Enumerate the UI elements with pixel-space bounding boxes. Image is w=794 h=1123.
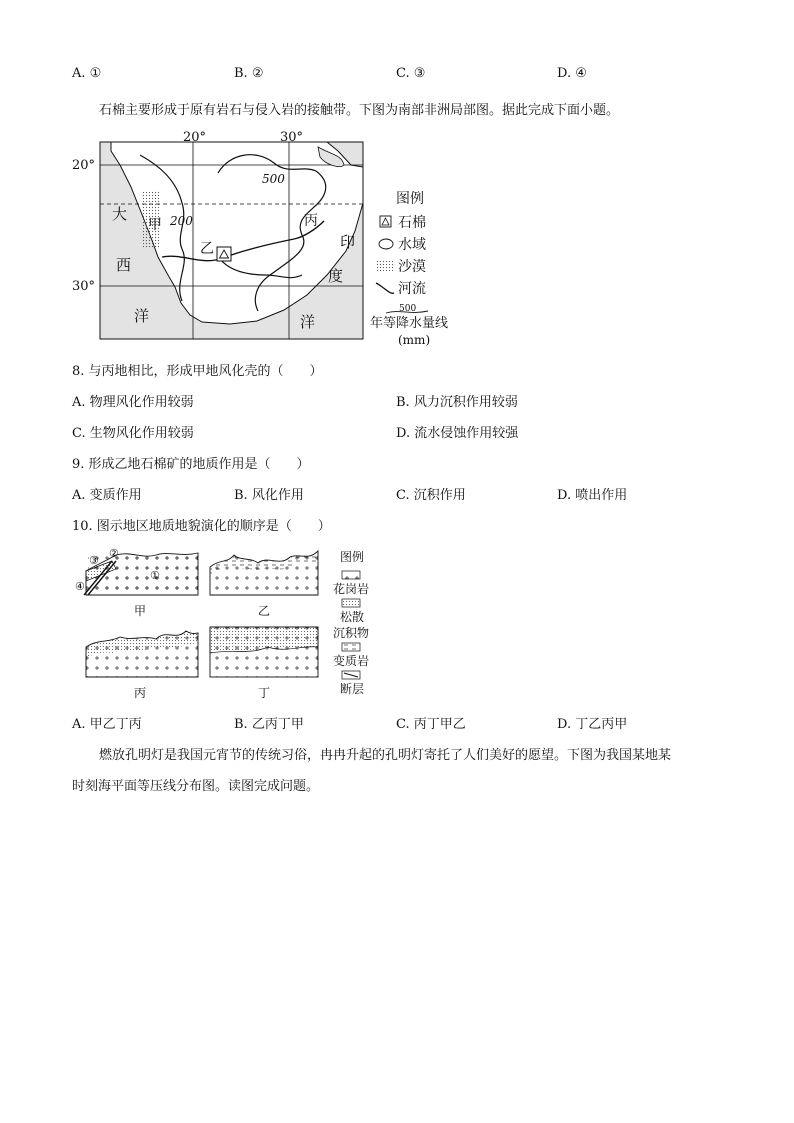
panel-ding (210, 627, 318, 700)
panel-label-bing: 丙 (134, 686, 147, 700)
lon-label-20: 20° (183, 130, 207, 145)
legend-isoline-value: 500 (399, 304, 417, 314)
q9-option-a: A. 变质作用 (72, 488, 142, 503)
q10-option-d: D. 丁乙丙甲 (557, 717, 628, 732)
q9-option-d: D. 喷出作用 (557, 488, 628, 503)
label-da: 大 (112, 205, 128, 223)
contour-label-200: 200 (170, 214, 193, 228)
label-bing: 丙 (304, 213, 318, 229)
q8-option-c: C. 生物风化作用较弱 (72, 426, 194, 441)
legend-river: 河流 (398, 281, 426, 297)
label-yang-indian: 洋 (300, 313, 316, 331)
label-yin: 印 (340, 233, 356, 251)
q7-option-a: A. ① (72, 66, 102, 81)
panel-bing (86, 631, 198, 700)
geo-legend-loose: 松散 (340, 610, 365, 624)
marker-1: ① (150, 569, 160, 582)
contour-label-500: 500 (262, 172, 285, 186)
panel-jia (75, 547, 198, 618)
geology-evolution-figure (72, 543, 392, 703)
panel-label-jia: 甲 (134, 604, 147, 618)
panel-label-yi: 乙 (258, 604, 271, 618)
panel-yi (210, 551, 318, 618)
legend-water: 水域 (398, 237, 426, 253)
passage-intro-1: 石棉主要形成于原有岩石与侵入岩的接触带。下图为南部非洲局部图。据此完成下面小题。 (99, 103, 620, 118)
south-africa-map (70, 125, 470, 351)
q10-option-b: B. 乙丙丁甲 (234, 717, 304, 732)
q10-option-c: C. 丙丁甲乙 (396, 717, 466, 732)
marker-3: ③ (89, 554, 99, 567)
legend-unit: (mm) (398, 333, 431, 347)
q8-option-b: B. 风力沉积作用较弱 (396, 395, 518, 410)
legend-isoline: 年等降水量线 (370, 316, 449, 331)
marker-4: ④ (75, 580, 85, 593)
label-jia: 甲 (148, 217, 162, 233)
geo-legend-fault: 断层 (340, 682, 365, 696)
passage2-line1: 燃放孔明灯是我国元宵节的传统习俗，冉冉升起的孔明灯寄托了人们美好的愿望。下图为我国某地某 (99, 748, 672, 763)
label-yang-atlantic: 洋 (134, 307, 150, 325)
q8-option-d: D. 流水侵蚀作用较强 (396, 426, 519, 441)
marker-2: ② (109, 547, 119, 560)
lat-label-30: 30° (72, 279, 96, 294)
q8-option-a: A. 物理风化作用较弱 (72, 395, 194, 410)
legend-title: 图例 (396, 191, 424, 207)
q8-stem: 8. 与丙地相比，形成甲地风化壳的（ ） (72, 364, 323, 379)
geo-legend-granite: 花岗岩 (333, 582, 370, 596)
q10-stem: 10. 图示地区地质地貌演化的顺序是（ ） (72, 519, 331, 534)
legend-asbestos: 石棉 (398, 215, 426, 231)
geo-legend-sediment: 沉积物 (333, 626, 370, 640)
label-yi: 乙 (200, 241, 214, 257)
passage2-line2: 时刻海平面等压线分布图。读图完成问题。 (72, 779, 320, 794)
label-xi: 西 (116, 256, 132, 274)
q7-option-d: D. ④ (557, 66, 587, 81)
legend-desert: 沙漠 (398, 259, 426, 275)
q9-option-b: B. 风化作用 (234, 488, 304, 503)
q9-stem: 9. 形成乙地石棉矿的地质作用是（ ） (72, 457, 310, 472)
q10-option-a: A. 甲乙丁丙 (72, 717, 142, 732)
lat-label-20: 20° (72, 158, 96, 173)
q9-option-c: C. 沉积作用 (396, 488, 466, 503)
q7-option-b: B. ② (234, 66, 264, 81)
panel-label-ding: 丁 (258, 686, 271, 700)
geo-legend-metamorphic: 变质岩 (333, 654, 370, 668)
geo-legend-title: 图例 (340, 550, 365, 564)
lon-label-30: 30° (280, 130, 304, 145)
label-du: 度 (328, 267, 344, 285)
q7-option-c: C. ③ (396, 66, 426, 81)
